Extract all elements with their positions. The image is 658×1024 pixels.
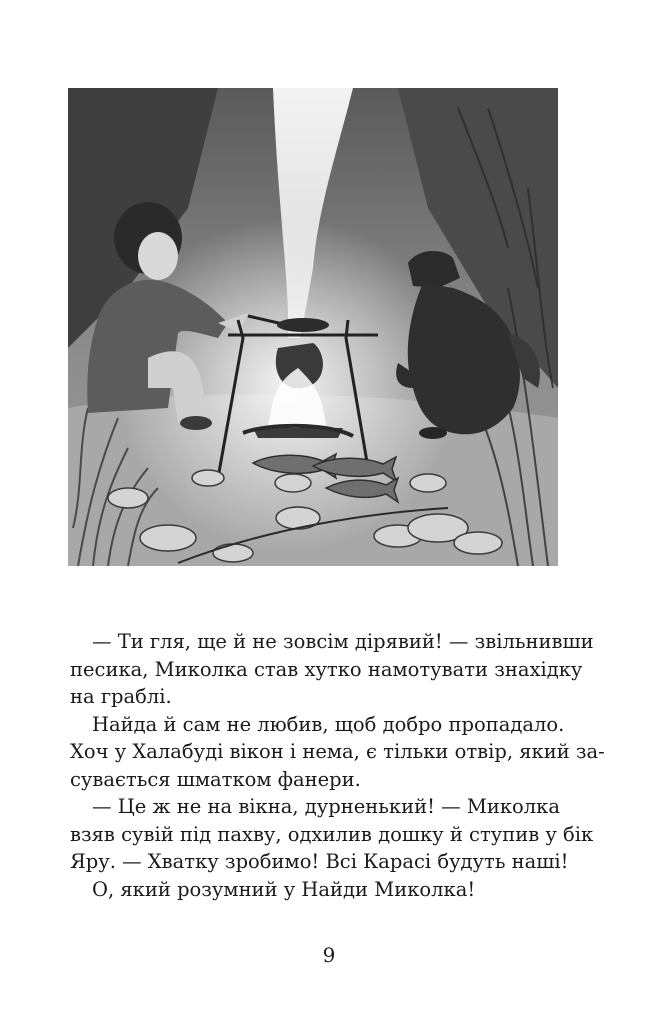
paragraph xyxy=(70,628,594,711)
text-line: Найда й сам не любив, щоб добро пропадало. xyxy=(92,712,565,736)
text-line: Хоч у Халабуді вікон і нема, є тільки отвір, який за- xyxy=(70,740,605,763)
text-line: взяв сувій під пахву, одхилив дошку й ступив у бік xyxy=(70,822,594,846)
body-text xyxy=(70,628,605,903)
page-number: 9 xyxy=(322,943,336,967)
text-line: — Це ж не на вікна, дурненький! — Миколка xyxy=(92,795,560,818)
text-line: Яру. — Хватку зробимо! Всі Карасі будуть наші! xyxy=(70,850,569,873)
paragraph xyxy=(70,876,560,904)
illustration-drawing xyxy=(68,88,558,566)
text-line: на граблі. xyxy=(70,685,172,708)
text-line: О, який розумний у Найди Миколка! xyxy=(92,877,476,901)
paragraph xyxy=(70,793,594,876)
text-line: сувається шматком фанери. xyxy=(70,767,361,791)
campfire-illustration xyxy=(68,88,558,566)
text-line: — Ти гля, ще й не зовсім дірявий! — звільнивши xyxy=(92,630,594,653)
paragraph xyxy=(70,711,605,794)
text-line: песика, Миколка став хутко намотувати знахідку xyxy=(70,657,583,681)
